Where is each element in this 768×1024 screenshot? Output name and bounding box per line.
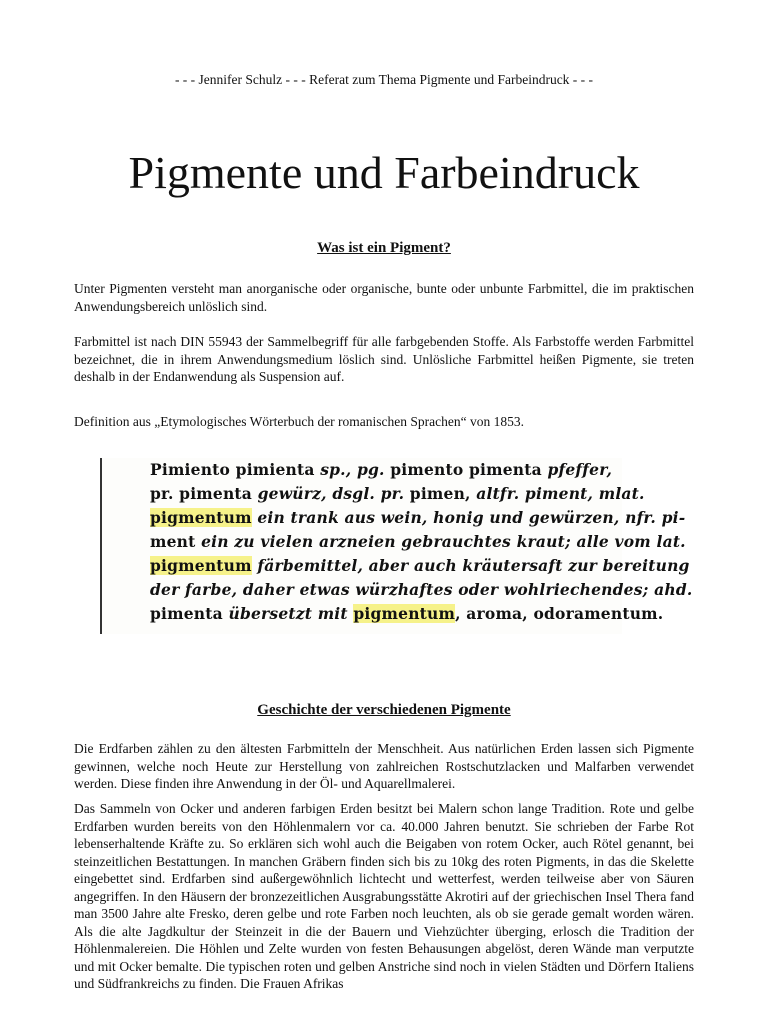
paragraph-definition: Unter Pigmenten versteht man anorganische oder organische, bunte oder unbunte Farbmittel, die im praktischen Anwendungsbereich unlöslich sind. — [74, 281, 694, 314]
highlighted-term: pigmentum — [353, 604, 456, 623]
section-heading-pigment: Was ist ein Pigment? — [317, 240, 451, 256]
scan-line: Pimiento pimienta sp., pg. pimento pimenta pfeffer, — [150, 460, 613, 479]
scan-line: pigmentum färbemittel, aber auch kräutersaft zur bereitung — [150, 556, 690, 575]
dictionary-scan-excerpt — [100, 458, 693, 634]
scan-line: der farbe, daher etwas würzhaftes oder wohlriechendes; ahd. — [150, 580, 693, 599]
document-title: Pigmente und Farbeindruck — [128, 147, 640, 198]
paragraph-earth-colors: Die Erdfarben zählen zu den ältesten Farbmitteln der Menschheit. Aus natürlichen Erden lassen sich Pigmente gewinnen, welche noch Heute zur Herstellung von zahlreichen Rostschutzlacken und Malfarben verwendet werden. Diese finden ihre Anwendung in der Öl- und Aquarellmalerei. — [74, 741, 694, 791]
scan-line: ment ein zu vielen arzneien gebrauchtes kraut; alle vom lat. — [150, 532, 686, 551]
section-heading-history: Geschichte der verschiedenen Pigmente — [257, 702, 511, 718]
running-header: - - - Jennifer Schulz - - - Referat zum Thema Pigmente und Farbeindruck - - - — [174, 72, 594, 87]
scan-line: pigmentum ein trank aus wein, honig und gewürzen, nfr. pi- — [150, 508, 686, 527]
scan-line: pr. pimenta gewürz, dsgl. pr. pimen, altfr. piment, mlat. — [150, 484, 645, 503]
scan-line: pimenta übersetzt mit pigmentum, aroma, odoramentum. — [150, 604, 664, 623]
paragraph-din-norm: Farbmittel ist nach DIN 55943 der Sammelbegriff für alle farbgebenden Stoffe. Als Farbstoffe werden Farbmittel bezeichnet, die in ihrem Anwendungsmedium löslich sind. Unlösliche Farbmittel heißen Pigmente, sie treten deshalb in der Endanwendung als Suspension auf. — [74, 334, 694, 384]
highlighted-term: pigmentum — [150, 556, 252, 575]
paragraph-ochre-history: Das Sammeln von Ocker und anderen farbigen Erden besitzt bei Malern schon lange Tradition. Rote und gelbe Erdfarben wurden bereits von den Höhlenmalern vor ca. 40.000 Jahren benutzt. Sie schrieben der Farbe Rot lebenserhaltende Kräfte zu. So erklären sich wohl auch die Beigaben von rotem Ocker, auch Rötel genannt, bei steinzeitlichen Bestattungen. In manchen Gräbern finden sich bis zu 10kg des roten Pigments, in das die Skelette eingebettet sind. Erdfarben sind außergewöhnlich lichtecht und wetterfest, werden teilweise aber von Säuren angegriffen. In den Häusern der bronzezeitlichen Ausgrabungsstätte Akrotiri auf der griechischen Insel Thera fand man 3500 Jahre alte Fresko, deren gelbe und rote Farben noch leuchten, als ob sie gerade gemalt worden wären. Als die alte Jagdkultur der Steinzeit in die der Bauern und Viehzüchter überging, erlosch die Tradition der Höhlenmalereien. Die Höhlen und Zelte wurden von festen Behausungen abgelöst, deren Wände man verputzte und mit Ocker bemalte. Die typischen roten und gelben Anstriche sind noch in vielen Städten und Dörfern Italiens und Südfrankreichs zu finden. Die Frauen Afrikas — [74, 801, 694, 991]
paragraph-etymology-source: Definition aus „Etymologisches Wörterbuch der romanischen Sprachen“ von 1853. — [74, 414, 525, 429]
highlighted-term: pigmentum — [150, 508, 252, 527]
